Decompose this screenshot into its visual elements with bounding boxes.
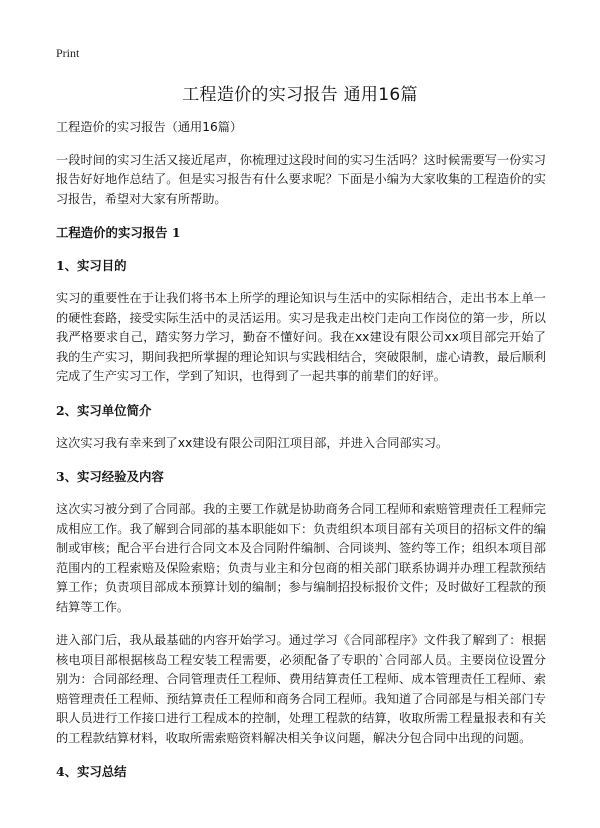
- section-heading-experience: 3、实习经验及内容: [56, 469, 164, 484]
- print-label: Print: [56, 46, 80, 60]
- document-subtitle: 工程造价的实习报告（通用16篇）: [56, 120, 243, 134]
- document-body: [56, 118, 546, 795]
- section-heading-purpose: 1、实习目的: [56, 258, 127, 273]
- section-heading-summary: 4、实习总结: [56, 764, 127, 779]
- section-experience-paragraph-2: 进入部门后，我从最基础的内容开始学习。通过学习《合同部程序》文件我了解到了：根据核电项目部根据核岛工程安装工程需要，必须配备了专职的`合同部人员。主要岗位设置分别为：合同部经理、合同管理责任工程师、费用结算责任工程师、成本管理责任工程师、索赔管理责任工程师、预结算责任工程师和商务合同工程师。我知道了合同部是与相关部门专职人员进行工作接口进行工程成本的控制，处理工程款的结算，收取所需工程量报表和有关的工程款结算材料，收取所需索赔资料解决相关争议问题，解决分包合同中出现的问题。: [56, 633, 546, 745]
- section-heading-company: 2、实习单位简介: [56, 402, 152, 418]
- section-company-paragraph: 这次实习我有幸来到了xx建设有限公司阳江项目部，并进入合同部实习。: [56, 435, 449, 450]
- section-purpose-paragraph: 实习的重要性在于让我们将书本上所学的理论知识与生活中的实际相结合，走出书本上单一的硬性套路，接受实际生活中的灵活运用。实习是我走出校门走向工作岗位的第一步，所以我严格要求自己，踏实努力学习，勤奋不懂好问。我在xx建设有限公司xx项目部完开始了我的生产实习，期间我把所掌握的理论知识与实践相结合，突破限制，虚心请教，最后顺利完成了生产实习工作，学到了知识，也得到了一起共事的前辈们的好评。: [56, 291, 546, 383]
- report-heading: 工程造价的实习报告 1: [56, 225, 181, 240]
- document-title: 工程造价的实习报告 通用16篇: [182, 85, 418, 105]
- section-experience-paragraph-1: 这次实习被分到了合同部。我的主要工作就是协助商务合同工程师和索赔管理责任工程师完成相应工作。我了解到合同部的基本职能如下：负责组织本项目部有关项目的招标文件的编制或审核；配合平台进行合同文本及合同附件编制、合同谈判、签约等工作；组织本项目部范围内的工程索赔及保险索赔；负责与业主和分包商的相关部门联系协调并办理工程款预结算工作；负责项目部成本预算计划的编制；参与编制招投标报价文件；及时做好工程款的预结算等工作。: [56, 502, 546, 614]
- intro-paragraph: 一段时间的实习生活又接近尾声，你梳理过这段时间的实习生活吗？这时候需要写一份实习报告好好地作总结了。但是实习报告有什么要求呢？下面是小编为大家收集的工程造价的实习报告，希望对大家有所帮助。: [56, 152, 546, 206]
